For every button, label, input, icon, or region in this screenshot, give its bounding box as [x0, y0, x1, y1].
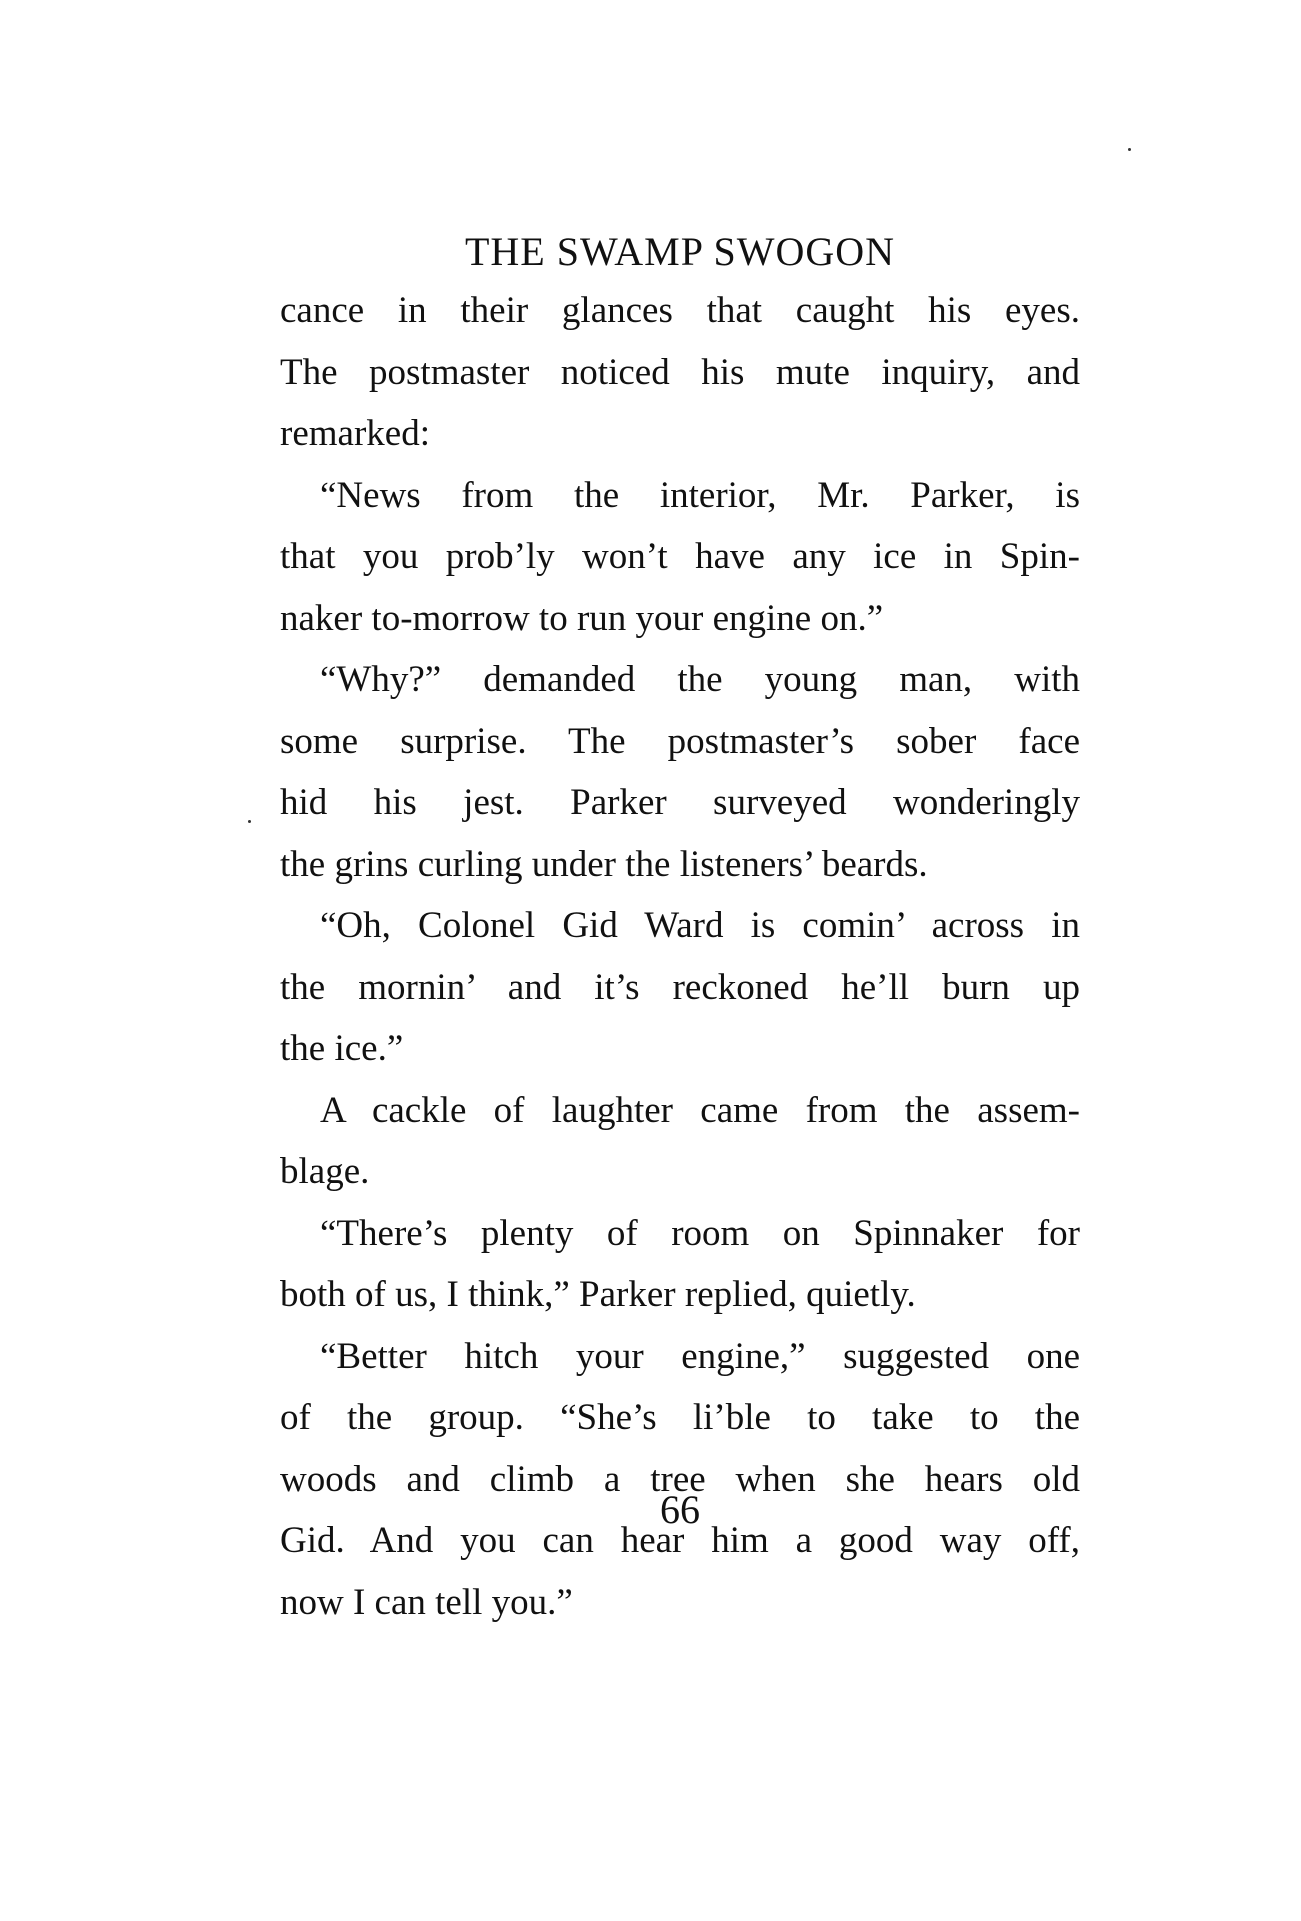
running-title: THE SWAMP SWOGON: [464, 229, 896, 274]
text-line: that you prob’ly won’t have any ice in Spin-: [280, 536, 1080, 577]
text-line: the mornin’ and it’s reckoned he’ll burn up: [280, 966, 1080, 1008]
text-line: of the group. “She’s li’ble to take to the: [280, 1397, 1080, 1438]
text-line: both of us, I think,” Parker replied, quietly.: [280, 1274, 916, 1315]
text-line: “Why?” demanded the young man, with: [320, 659, 1080, 700]
text-line: the ice.”: [280, 1028, 404, 1069]
scan-speck: [1128, 148, 1131, 151]
text-line: the grins curling under the listeners’ beards.: [280, 843, 928, 885]
text-line: “There’s plenty of room on Spinnaker for: [320, 1212, 1080, 1254]
page-number: 66: [660, 1487, 700, 1532]
text-line: “Oh, Colonel Gid Ward is comin’ across in: [320, 905, 1080, 946]
text-line: some surprise. The postmaster’s sober face: [280, 720, 1080, 762]
text-line: remarked:: [280, 413, 430, 454]
text-line: The postmaster noticed his mute inquiry, and: [280, 351, 1080, 393]
text-line: cance in their glances that caught his eyes.: [280, 290, 1080, 331]
text-line: hid his jest. Parker surveyed wonderingly: [280, 782, 1080, 823]
body-text: [280, 280, 1080, 1633]
text-line: A cackle of laughter came from the assem-: [320, 1089, 1080, 1131]
text-line: now I can tell you.”: [280, 1581, 573, 1623]
text-line: “Better hitch your engine,” suggested one: [320, 1335, 1080, 1377]
scan-speck: [248, 820, 251, 823]
text-line: naker to-morrow to run your engine on.”: [280, 597, 884, 639]
text-line: Gid. And you can hear him a good way off,: [280, 1520, 1080, 1561]
text-line: woods and climb a tree when she hears old: [280, 1458, 1080, 1500]
text-line: blage.: [280, 1151, 370, 1192]
text-line: “News from the interior, Mr. Parker, is: [320, 474, 1080, 516]
